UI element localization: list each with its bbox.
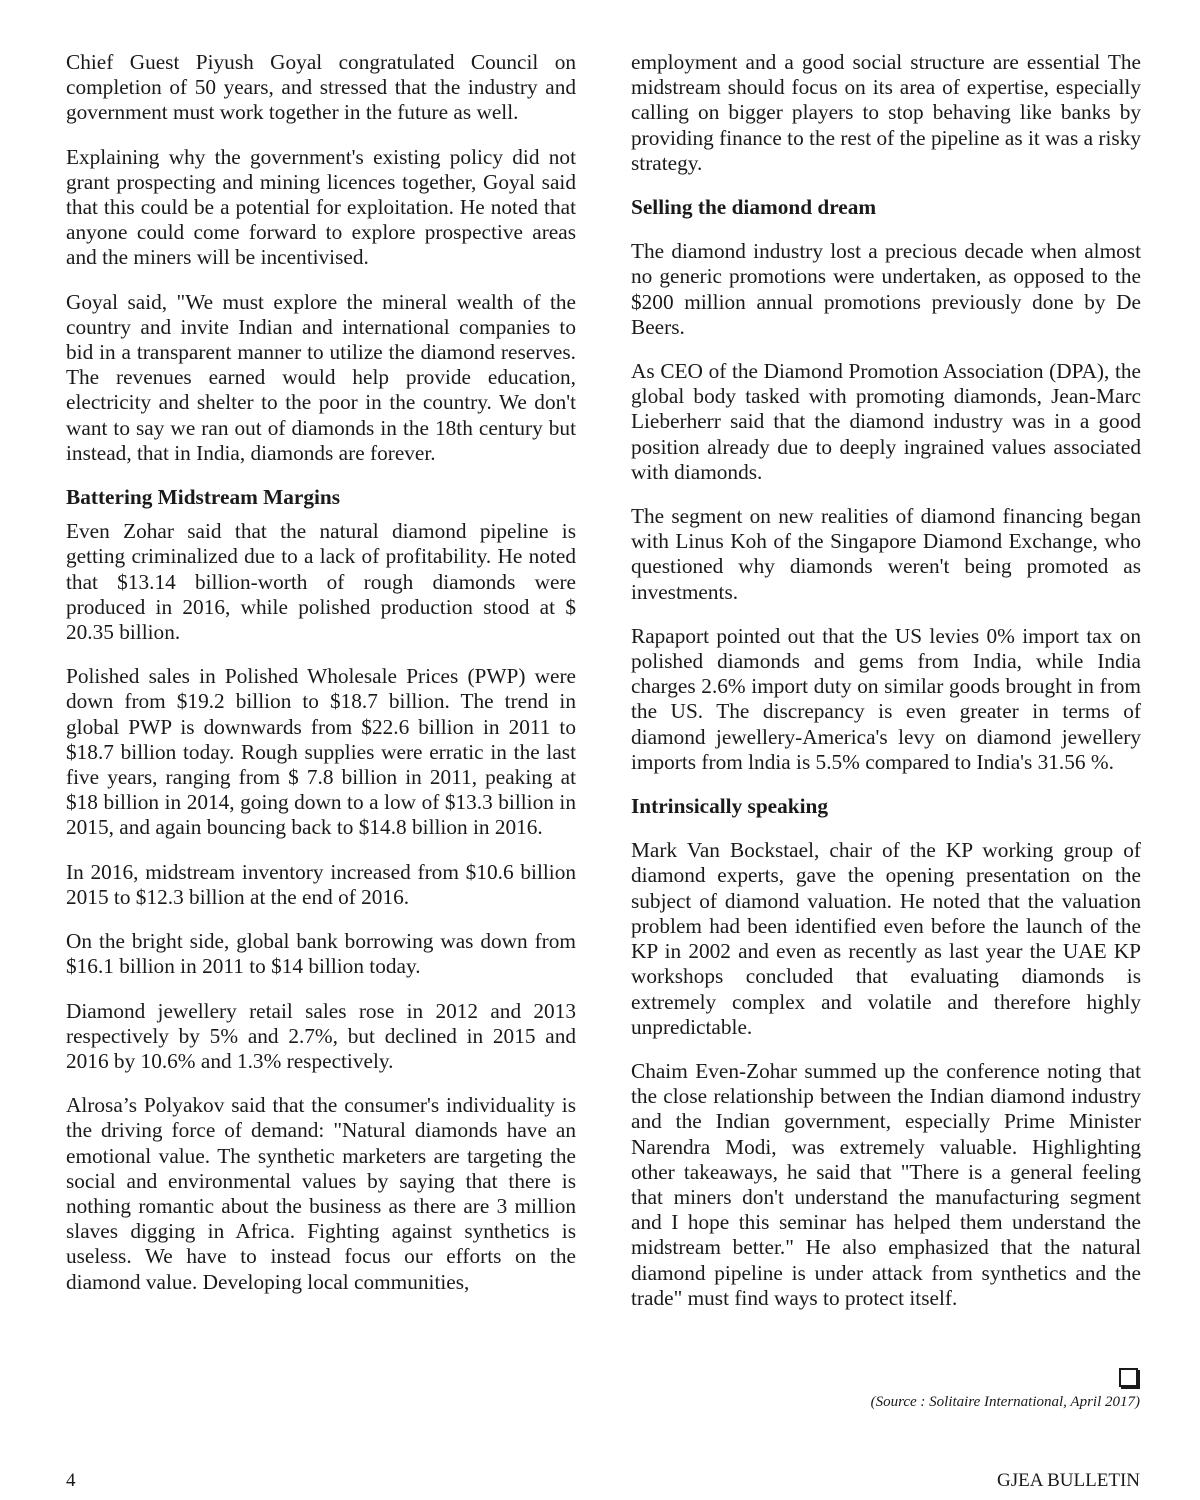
paragraph: Chief Guest Piyush Goyal congratulated Council on completion of 50 years, and stressed that the industry and government must work together in the future as well. — [66, 50, 576, 125]
paragraph: Chaim Even-Zohar summed up the conference noting that the close relationship between the Indian diamond industry and the Indian government, especially Prime Minister Narendra Modi, was extremely valuable. Highlighting other takeaways, he said that "There is a general feeling that miners don't understand the manufacturing segment and I hope this seminar has helped them understand the midstream better." He also emphasized that the natural diamond pipeline is under attack from synthetics and the trade" must find ways to protect itself. — [631, 1058, 1141, 1310]
paragraph: In 2016, midstream inventory increased from $10.6 billion 2015 to $12.3 billion at the end of 2016. — [66, 859, 576, 909]
paragraph: Polished sales in Polished Wholesale Prices (PWP) were down from $19.2 billion to $18.7 billion. The trend in global PWP is downwards from $22.6 billion in 2011 to $18.7 billion today. Rough supplies were erratic in the last five years, ranging from $ 7.8 billion in 2011, peaking at $18 billion in 2014, going down to a low of $13.3 billion in 2015, and again bouncing back to $14.8 billion in 2016. — [66, 664, 576, 840]
paragraph: The diamond industry lost a precious decade when almost no generic promotions were undertaken, as opposed to the $200 million annual promotions previously done by De Beers. — [631, 239, 1141, 339]
source-citation: (Source : Solitaire International, April 2017) — [870, 1394, 1140, 1410]
paragraph: Explaining why the government's existing policy did not grant prospecting and mining licences together, Goyal said that this could be a potential for exploitation. He noted that anyone could come forward to explore prospective areas and the miners will be incentivised. — [66, 144, 576, 270]
paragraph: On the bright side, global bank borrowing was down from $16.1 billion in 2011 to $14 billion today. — [66, 929, 576, 979]
section-heading: Intrinsically speaking — [631, 794, 829, 819]
paragraph: Mark Van Bockstael, chair of the KP working group of diamond experts, gave the opening presentation on the subject of diamond valuation. He noted that the valuation problem had been identified even before the launch of the KP in 2002 and even as recently as last year the UAE KP workshops concluded that evaluating diamonds is extremely complex and volatile and therefore highly unpredictable. — [631, 838, 1141, 1039]
paragraph: As CEO of the Diamond Promotion Association (DPA), the global body tasked with promoting diamonds, Jean-Marc Lieberherr said that the diamond industry was in a good position already due to deeply ingrained values associated with diamonds. — [631, 359, 1141, 484]
paragraph: The segment on new realities of diamond financing began with Linus Koh of the Singapore Diamond Exchange, who questioned why diamonds weren't being promoted as investments. — [631, 504, 1141, 604]
end-of-article-square-icon — [1119, 1368, 1138, 1387]
page-number: 4 — [66, 1470, 76, 1491]
paragraph: Rapaport pointed out that the US levies 0% import tax on polished diamonds and gems from India, while India charges 2.6% import duty on similar goods brought in from the US. The discrepancy is even greater in terms of diamond jewellery-America's levy on diamond jewellery imports from lndia is 5.5% compared to India's 31.56 %. — [631, 623, 1141, 774]
section-heading: Battering Midstream Margins — [66, 485, 341, 510]
paragraph: Even Zohar said that the natural diamond pipeline is getting criminalized due to a lack of profitability. He noted that $13.14 billion-worth of rough diamonds were produced in 2016, while polished production stood at $ 20.35 billion. — [66, 519, 576, 645]
right-column — [631, 50, 1141, 1330]
paragraph: Diamond jewellery retail sales rose in 2012 and 2013 respectively by 5% and 2.7%, but declined in 2015 and 2016 by 10.6% and 1.3% respectively. — [66, 998, 576, 1073]
section-heading: Selling the diamond dream — [631, 195, 877, 220]
publication-name: GJEA BULLETIN — [996, 1470, 1140, 1491]
paragraph: Goyal said, "We must explore the mineral wealth of the country and invite Indian and international companies to bid in a transparent manner to utilize the diamond reserves. The revenues earned would help provide education, electricity and shelter to the poor in the country. We don't want to say we ran out of diamonds in the 18th century but instead, that in India, diamonds are forever. — [66, 289, 576, 465]
paragraph: employment and a good social structure are essential The midstream should focus on its area of expertise, especially calling on bigger players to stop behaving like banks by providing finance to the rest of the pipeline as it was a risky strategy. — [631, 50, 1141, 175]
left-column — [66, 50, 576, 1314]
paragraph: Alrosa’s Polyakov said that the consumer's individuality is the driving force of demand: "Natural diamonds have an emotional value. The synthetic marketers are targeting the social and environmental values by saying that there is nothing romantic about the business as there are 3 million slaves digging in Africa. Fighting against synthetics is useless. We have to instead focus our efforts on the diamond value. Developing local communities, — [66, 1093, 576, 1294]
